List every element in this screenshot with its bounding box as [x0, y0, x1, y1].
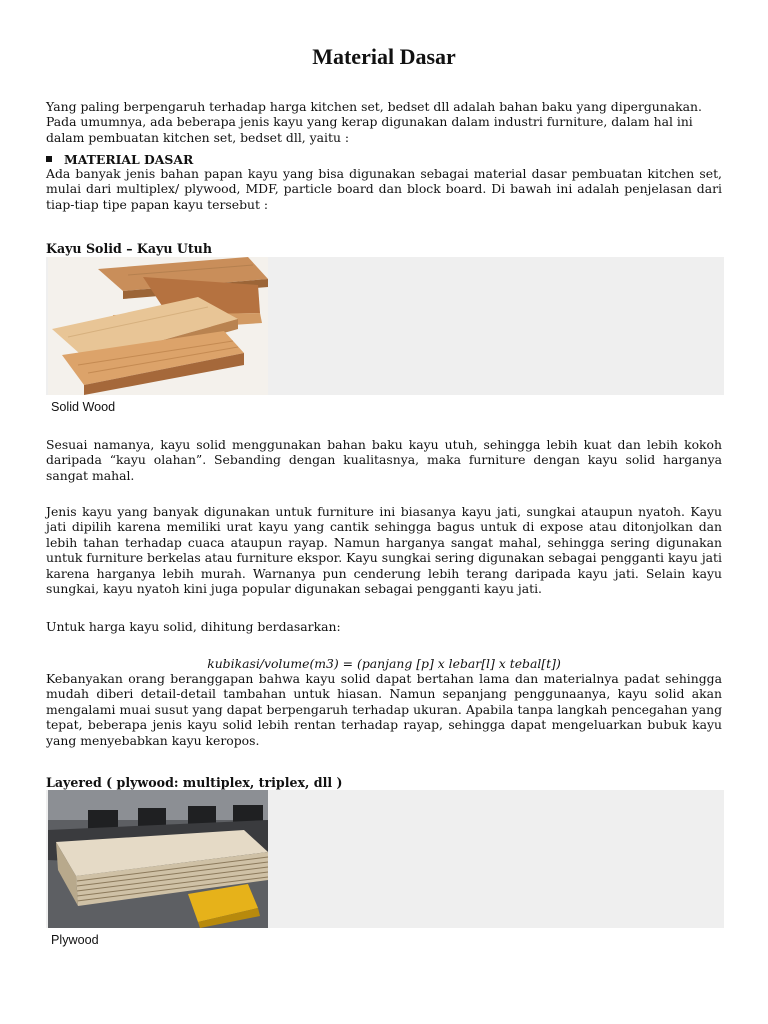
bullet-heading-label: MATERIAL DASAR — [64, 152, 194, 167]
solid-wood-figure — [46, 257, 724, 395]
section-heading-plywood: Layered ( plywood: multiplex, triplex, dll ) — [46, 775, 343, 790]
bullet-paragraph: Ada banyak jenis bahan papan kayu yang bisa digunakan sebagai material dasar pembuatan kitchen set, mulai dari multiplex/ plywood, MDF, particle board dan block board. Di bawah ini adalah penjelasan dari tiap-tiap tipe papan kayu tersebut : — [46, 166, 722, 212]
plywood-figure — [46, 790, 724, 928]
page-title: Material Dasar — [312, 44, 456, 69]
bullet-icon — [46, 156, 52, 162]
volume-formula: kubikasi/volume(m3) = (panjang [p] x lebar[l] x tebal[t]) — [207, 656, 561, 671]
figure-caption-solid-wood: Solid Wood — [51, 400, 116, 414]
solid-wood-paragraph-1: Sesuai namanya, kayu solid menggunakan bahan baku kayu utuh, sehingga lebih kuat dan lebih kokoh daripada “kayu olahan”. Sebanding dengan kualitasnya, maka furniture dengan kayu solid harganya sangat mahal. — [46, 437, 722, 483]
solid-wood-paragraph-3: Untuk harga kayu solid, dihitung berdasarkan: — [46, 619, 341, 634]
bullet-heading — [46, 152, 722, 167]
plywood-image — [48, 790, 268, 928]
solid-wood-paragraph-4: Kebanyakan orang beranggapan bahwa kayu solid dapat bertahan lama dan materialnya padat sehingga mudah diberi detail-detail tambahan untuk hiasan. Namun sepanjang penggunaanya, kayu solid akan mengalami muai susut yang dapat berpengaruh terhadap ukuran. Apabila tanpa langkah pencegahan yang tepat, beberapa jenis kayu solid lebih rentan terhadap rayap, sehingga dapat mengeluarkan bubuk kayu yang menyebabkan kayu keropos. — [46, 671, 722, 748]
intro-paragraph: Yang paling berpengaruh terhadap harga kitchen set, bedset dll adalah bahan baku yang dipergunakan. Pada umumnya, ada beberapa jenis kayu yang kerap digunakan dalam industri furniture, dalam hal ini dalam pembuatan kitchen set, bedset dll, yaitu : — [46, 99, 702, 145]
solid-wood-paragraph-2: Jenis kayu yang banyak digunakan untuk furniture ini biasanya kayu jati, sungkai ataupun nyatoh. Kayu jati dipilih karena memiliki urat kayu yang cantik sehingga bagus untuk di expose atau ditonjolkan dan lebih tahan terhadap cuaca ataupun rayap. Namun harganya sangat mahal, sehingga sering digunakan untuk furniture berkelas atau furniture ekspor. Kayu sungkai sering digunakan sebagai pengganti kayu jati karena harganya lebih murah. Warnanya pun cenderung lebih terang daripada kayu jati. Selain kayu sungkai, kayu nyatoh kini juga popular digunakan sebagai pengganti kayu jati. — [46, 504, 722, 597]
section-heading-solid-wood: Kayu Solid – Kayu Utuh — [46, 241, 212, 256]
solid-wood-image — [48, 257, 268, 395]
figure-caption-plywood: Plywood — [51, 933, 99, 947]
